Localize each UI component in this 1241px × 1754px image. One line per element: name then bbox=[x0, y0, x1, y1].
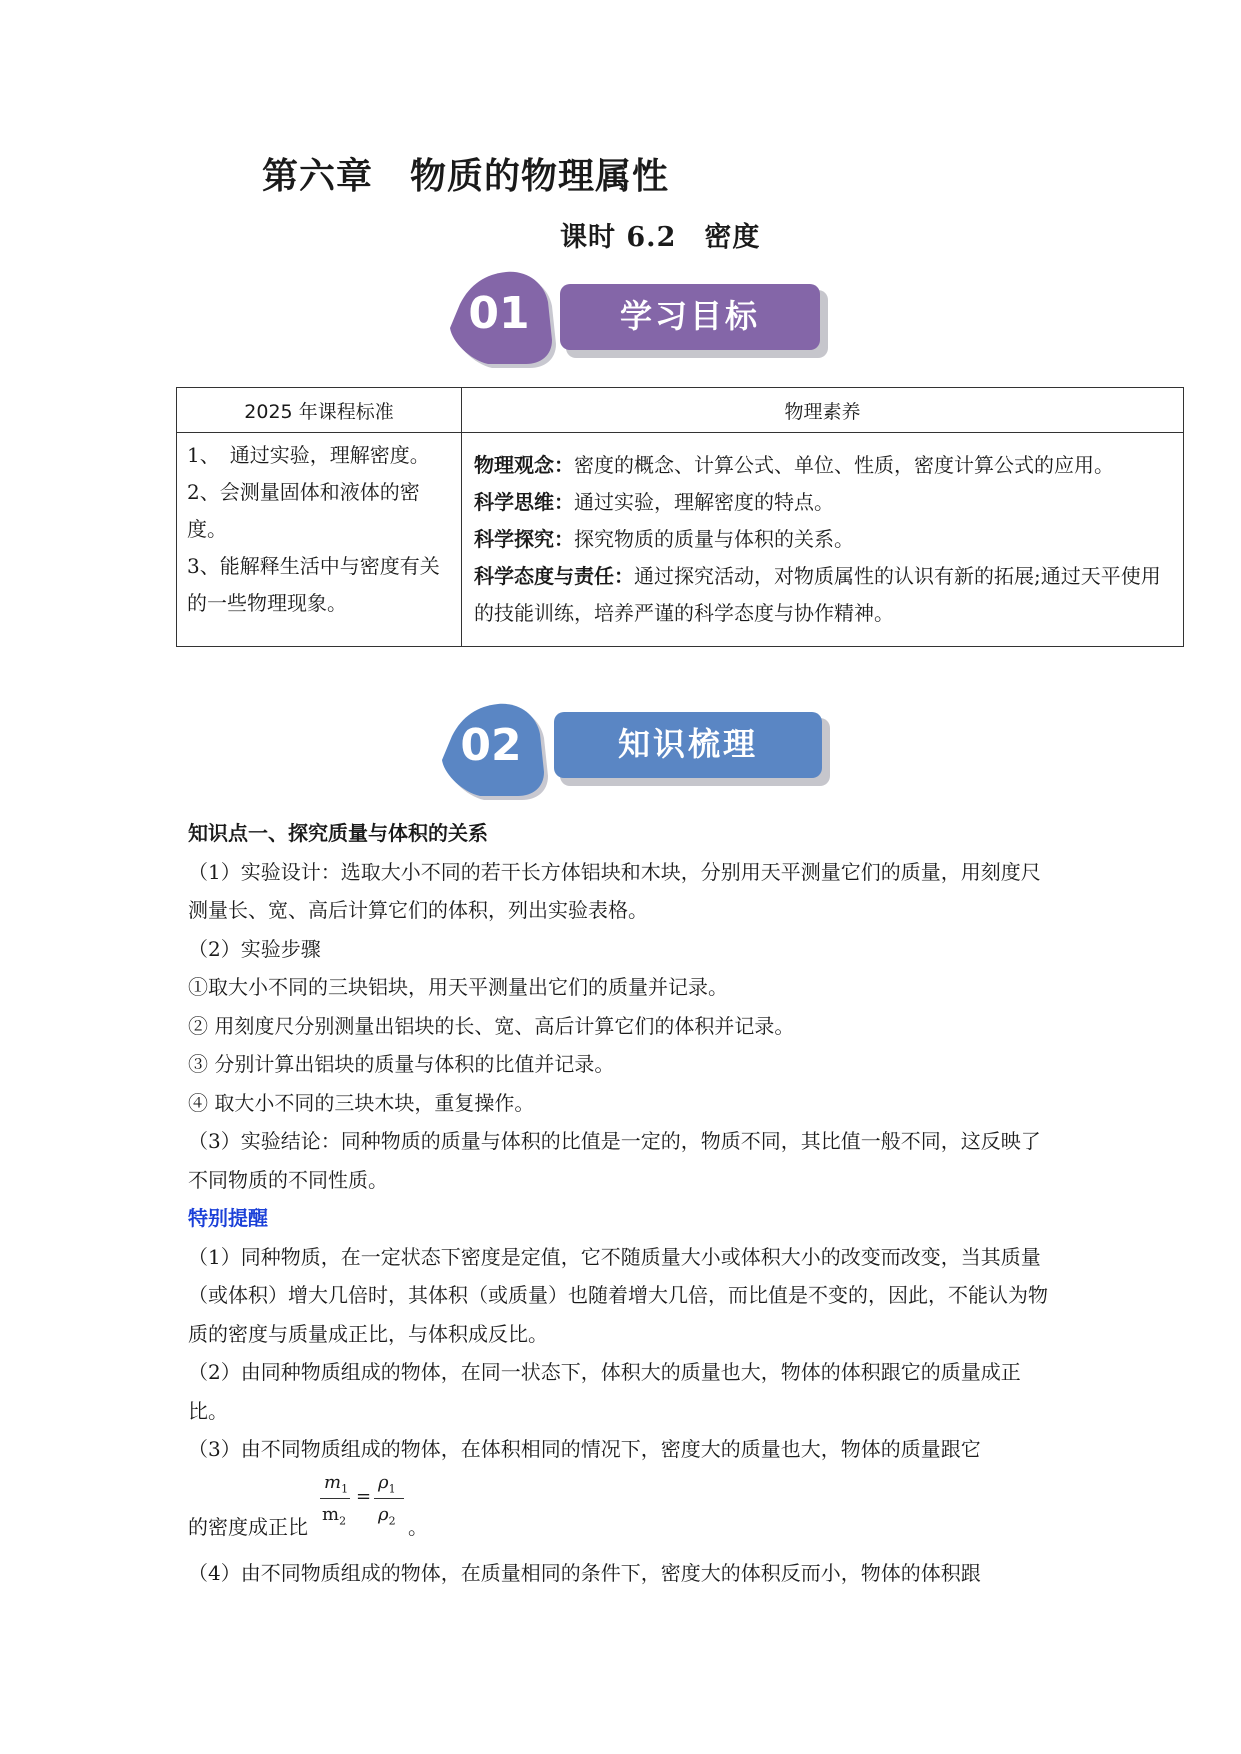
section-number: 02 bbox=[460, 720, 522, 771]
fraction-bar bbox=[374, 1498, 404, 1499]
step-item: ①取大小不同的三块铝块，用天平测量出它们的质量并记录。 bbox=[188, 975, 728, 999]
literacy-item bbox=[474, 558, 1171, 632]
formula-equals: = bbox=[356, 1486, 372, 1507]
reminder-item: （2）由同种物质组成的物体，在同一状态下，体积大的质量也大，物体的体积跟它的质量成正比。 bbox=[188, 1360, 1021, 1423]
literacy-text: 探究物质的质量与体积的关系。 bbox=[574, 527, 854, 551]
literacy-item bbox=[474, 484, 1171, 521]
reminder-title: 特别提醒 bbox=[188, 1206, 268, 1230]
literacy-text: 密度的概念、计算公式、单位、性质，密度计算公式的应用。 bbox=[574, 453, 1114, 477]
literacy-label: 科学思维： bbox=[474, 490, 574, 514]
chapter-title: 第六章 物质的物理属性 bbox=[262, 155, 670, 197]
fraction-bar bbox=[320, 1498, 350, 1499]
reminder-item: （4）由不同物质组成的物体，在质量相同的条件下，密度大的体积反而小，物体的体积跟 bbox=[188, 1561, 981, 1585]
knowledge-point-title: 知识点一、探究质量与体积的关系 bbox=[188, 821, 488, 845]
literacy-label: 科学态度与责任： bbox=[474, 564, 634, 588]
experiment-design: （1）实验设计：选取大小不同的若干长方体铝块和木块，分别用天平测量它们的质量，用刻度尺测量长、宽、高后计算它们的体积，列出实验表格。 bbox=[188, 859, 1041, 922]
step-item: ② 用刻度尺分别测量出铝块的长、宽、高后计算它们的体积并记录。 bbox=[188, 1013, 795, 1038]
learning-goals-table bbox=[176, 387, 1184, 647]
section-number: 01 bbox=[468, 288, 530, 339]
literacy-text: 通过探究活动，对物质属性的认识有新的拓展;通过天平使用的技能训练，培养严谨的科学态度与协作精神。 bbox=[474, 564, 1161, 625]
formula-m2: m bbox=[322, 1504, 340, 1525]
section-label: 知识梳理 bbox=[554, 712, 822, 778]
reminder-item: （1）同种物质，在一定状态下密度是定值，它不随质量大小或体积大小的改变而改变，当其质量（或体积）增大几倍时，其体积（或质量）也随着增大几倍，而比值是不变的，因此，不能认为物质的密度与质量成正比，与体积成反比。 bbox=[188, 1244, 1048, 1346]
literacy-label: 物理观念： bbox=[474, 453, 574, 477]
literacy-item bbox=[474, 521, 1171, 558]
section-badge-knowledge bbox=[440, 700, 830, 800]
table-header-standards: 2025 年课程标准 bbox=[177, 388, 462, 433]
literacy-cell bbox=[462, 433, 1184, 647]
table-header-literacy: 物理素养 bbox=[462, 388, 1184, 433]
literacy-label: 科学探究： bbox=[474, 527, 574, 551]
step-item: ④ 取大小不同的三块木块，重复操作。 bbox=[188, 1090, 535, 1115]
steps-title: （2）实验步骤 bbox=[188, 936, 321, 961]
formula-rho2: ρ bbox=[378, 1504, 389, 1525]
knowledge-body bbox=[188, 814, 1058, 1469]
formula-sub: 2 bbox=[388, 1514, 396, 1528]
standards-cell bbox=[177, 433, 462, 647]
section-label: 学习目标 bbox=[560, 284, 820, 350]
reminder-3-tail: 的密度成正比 bbox=[188, 1515, 308, 1539]
standard-item: 2、会测量固体和液体的密度。 bbox=[187, 480, 420, 541]
reminder-item: （3）由不同物质组成的物体，在体积相同的情况下，密度大的质量也大，物体的质量跟它 bbox=[188, 1437, 981, 1461]
section-badge-learning-goals bbox=[448, 268, 828, 368]
formula-sub: 2 bbox=[339, 1514, 347, 1528]
step-item: ③ 分别计算出铝块的质量与体积的比值并记录。 bbox=[188, 1052, 615, 1076]
experiment-conclusion: （3）实验结论：同种物质的质量与体积的比值是一定的，物质不同，其比值一般不同，这反映了不同物质的不同性质。 bbox=[188, 1129, 1041, 1192]
reminder-4-line bbox=[188, 1554, 1058, 1593]
formula-m1: m bbox=[324, 1472, 342, 1493]
density-ratio-formula bbox=[318, 1470, 418, 1540]
reminder-3-end: 。 bbox=[408, 1515, 428, 1539]
standard-item: 3、能解释生活中与密度有关的一些物理现象。 bbox=[187, 554, 440, 615]
standard-item: 1、 通过实验，理解密度。 bbox=[187, 443, 430, 467]
formula-rho1: ρ bbox=[378, 1472, 389, 1493]
literacy-text: 通过实验，理解密度的特点。 bbox=[574, 490, 834, 514]
formula-sub: 1 bbox=[341, 1482, 349, 1496]
lesson-title: 课时 6.2 密度 bbox=[560, 222, 761, 253]
formula-sub: 1 bbox=[388, 1482, 396, 1496]
literacy-item bbox=[474, 447, 1171, 484]
